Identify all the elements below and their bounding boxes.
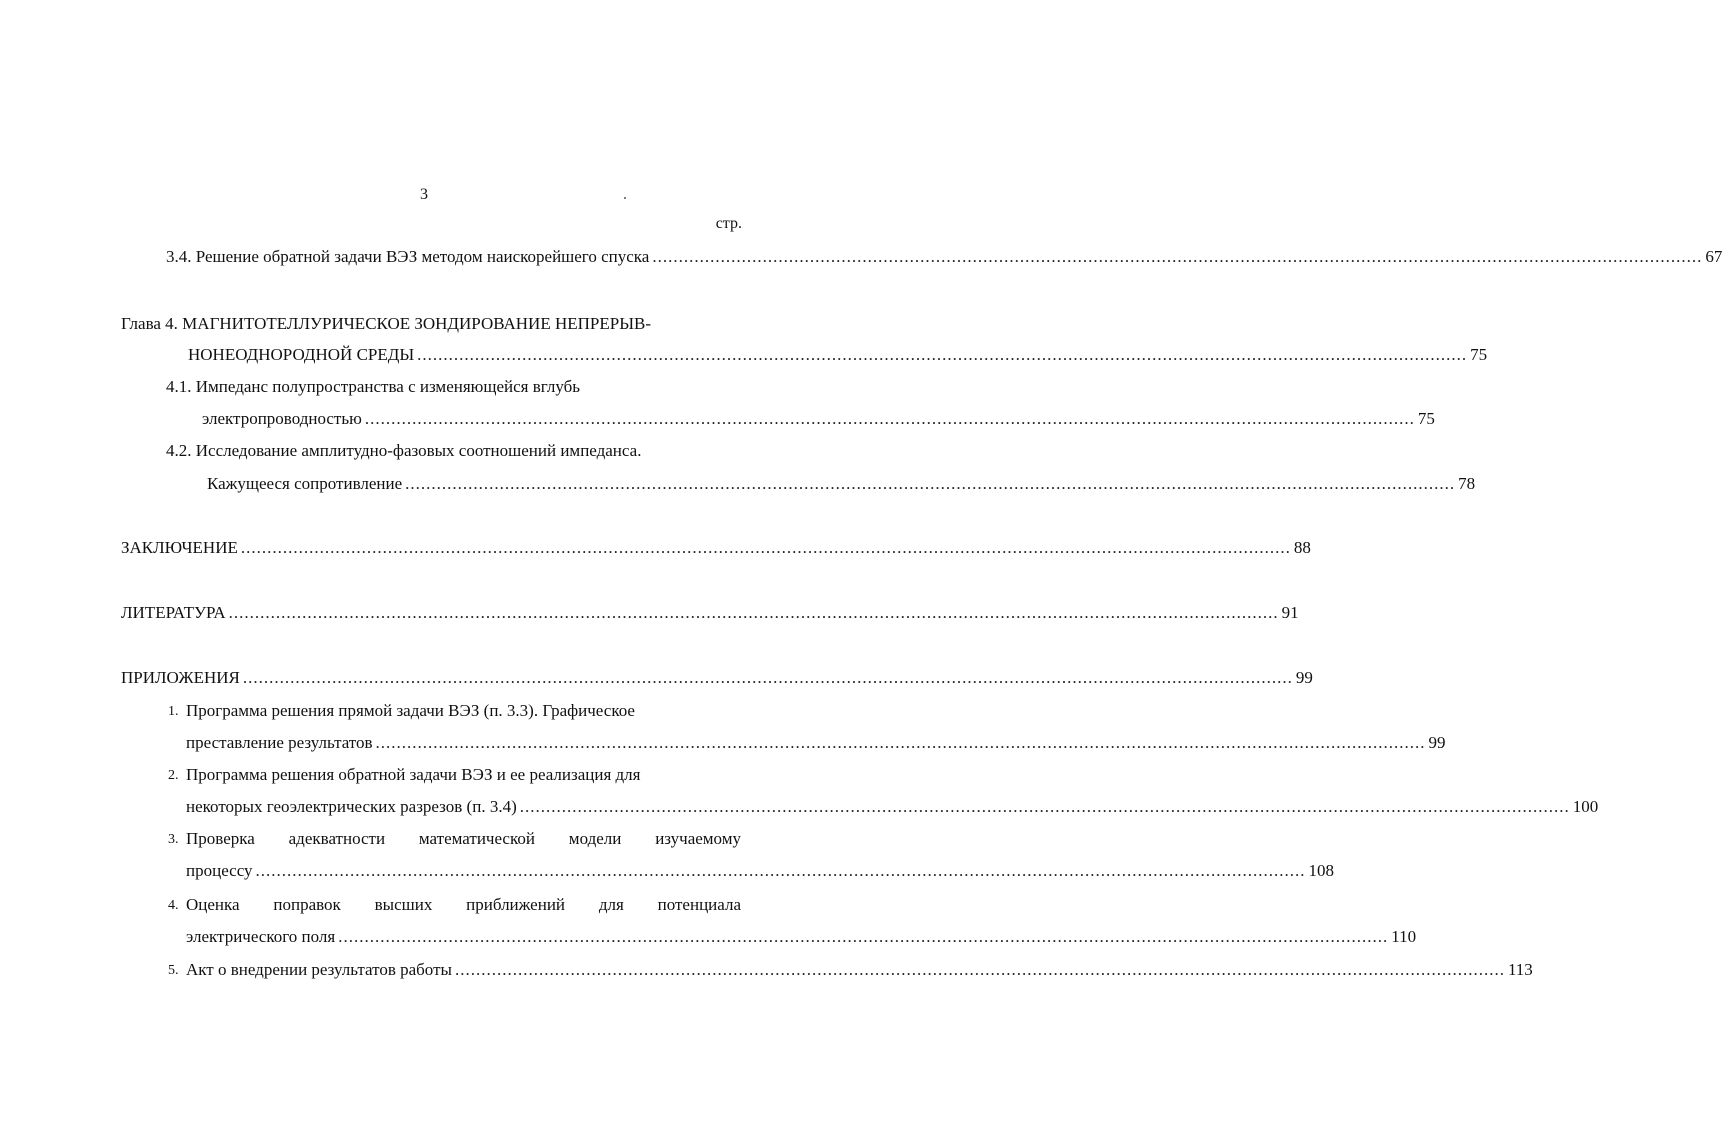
toc-chapter-4-line1: Глава 4. МАГНИТОТЕЛЛУРИЧЕСКОЕ ЗОНДИРОВАНИЕ НЕПРЕРЫВ- <box>121 314 652 333</box>
toc-entry-page: 78 <box>1458 474 1476 493</box>
toc-entry-page: 110 <box>1391 927 1417 946</box>
leader-dots: ........................................................................................................................................................................................................ <box>338 927 1389 946</box>
leader-dots: ........................................................................................................................................................................................................ <box>519 797 1570 816</box>
toc-entry-title: процессу <box>186 861 253 880</box>
toc-entry-4-1-line1: 4.1. Импеданс полупространства с изменяющейся вглубь <box>166 377 581 396</box>
leader-dots: ........................................................................................................................................................................................................ <box>454 960 1505 979</box>
toc-entry-page: 108 <box>1308 861 1335 880</box>
toc-entry-appendices <box>121 667 1313 689</box>
toc-entry-title: ПРИЛОЖЕНИЯ <box>121 668 240 687</box>
appendix-4-number: 4. <box>168 898 179 913</box>
leader-dots: ........................................................................................................................................................................................................ <box>228 603 1279 622</box>
toc-entry-page: 113 <box>1507 960 1533 979</box>
appendix-2-line1: Программа решения обратной задачи ВЭЗ и ее реализация для <box>186 765 641 784</box>
leader-dots: ........................................................................................................................................................................................................ <box>652 247 1703 266</box>
pages-column-label: стр. <box>715 215 742 232</box>
toc-entry-3-4 <box>166 246 1722 268</box>
toc-entry-title: 3.4. Решение обратной задачи ВЭЗ методом наискорейшего спуска <box>166 247 650 266</box>
toc-entry-title: НОНЕОДНОРОДНОЙ СРЕДЫ <box>188 345 415 364</box>
page-number: 3 <box>420 186 428 203</box>
toc-entry-page: 75 <box>1470 345 1488 364</box>
appendix-3-line2 <box>186 860 1335 882</box>
appendix-2-line2 <box>186 796 1599 818</box>
toc-entry-page: 100 <box>1572 797 1599 816</box>
appendix-4-line2 <box>186 926 1417 948</box>
leader-dots: ........................................................................................................................................................................................................ <box>240 538 1291 557</box>
scan-speck <box>624 197 626 199</box>
leader-dots: ........................................................................................................................................................................................................ <box>417 345 1468 364</box>
toc-entry-page: 99 <box>1428 733 1446 752</box>
leader-dots: ........................................................................................................................................................................................................ <box>364 409 1415 428</box>
appendix-4-line1: Оценка поправок высших приближений для потенциала <box>186 895 741 914</box>
toc-entry-title: электрического поля <box>186 927 336 946</box>
leader-dots: ........................................................................................................................................................................................................ <box>255 861 1306 880</box>
toc-entry-conclusion <box>121 537 1311 559</box>
appendix-1-line1: Программа решения прямой задачи ВЭЗ (п. 3.3). Графическое <box>186 701 635 720</box>
toc-entry-page: 91 <box>1281 603 1299 622</box>
toc-entry-4-1-line2 <box>202 408 1435 430</box>
appendix-5-line1 <box>186 959 1533 981</box>
toc-entry-title: некоторых геоэлектрических разрезов (п. 3.4) <box>186 797 517 816</box>
toc-entry-page: 67 <box>1705 247 1722 266</box>
leader-dots: ........................................................................................................................................................................................................ <box>405 474 1456 493</box>
appendix-2-number: 2. <box>168 768 179 783</box>
toc-entry-title: Акт о внедрении результатов работы <box>186 960 452 979</box>
toc-entry-title: ЛИТЕРАТУРА <box>121 603 226 622</box>
appendix-1-line2 <box>186 732 1446 754</box>
appendix-3-line1: Проверка адекватности математической модели изучаемому <box>186 829 741 848</box>
toc-entry-4-2-line2 <box>207 473 1476 495</box>
toc-entry-page: 75 <box>1417 409 1435 428</box>
toc-entry-page: 88 <box>1293 538 1311 557</box>
toc-entry-title: электропроводностью <box>202 409 362 428</box>
toc-entry-4-2-line1: 4.2. Исследование амплитудно-фазовых соотношений импеданса. <box>166 441 642 460</box>
toc-entry-literature <box>121 602 1299 624</box>
appendix-5-number: 5. <box>168 963 179 978</box>
toc-entry-title: Кажущееся сопротивление <box>207 474 403 493</box>
toc-entry-title: преставление результатов <box>186 733 373 752</box>
leader-dots: ........................................................................................................................................................................................................ <box>375 733 1426 752</box>
appendix-1-number: 1. <box>168 704 179 719</box>
appendix-3-number: 3. <box>168 832 179 847</box>
toc-entry-title: ЗАКЛЮЧЕНИЕ <box>121 538 238 557</box>
toc-chapter-4-line2 <box>188 344 1488 366</box>
toc-entry-page: 99 <box>1295 668 1313 687</box>
leader-dots: ........................................................................................................................................................................................................ <box>242 668 1293 687</box>
